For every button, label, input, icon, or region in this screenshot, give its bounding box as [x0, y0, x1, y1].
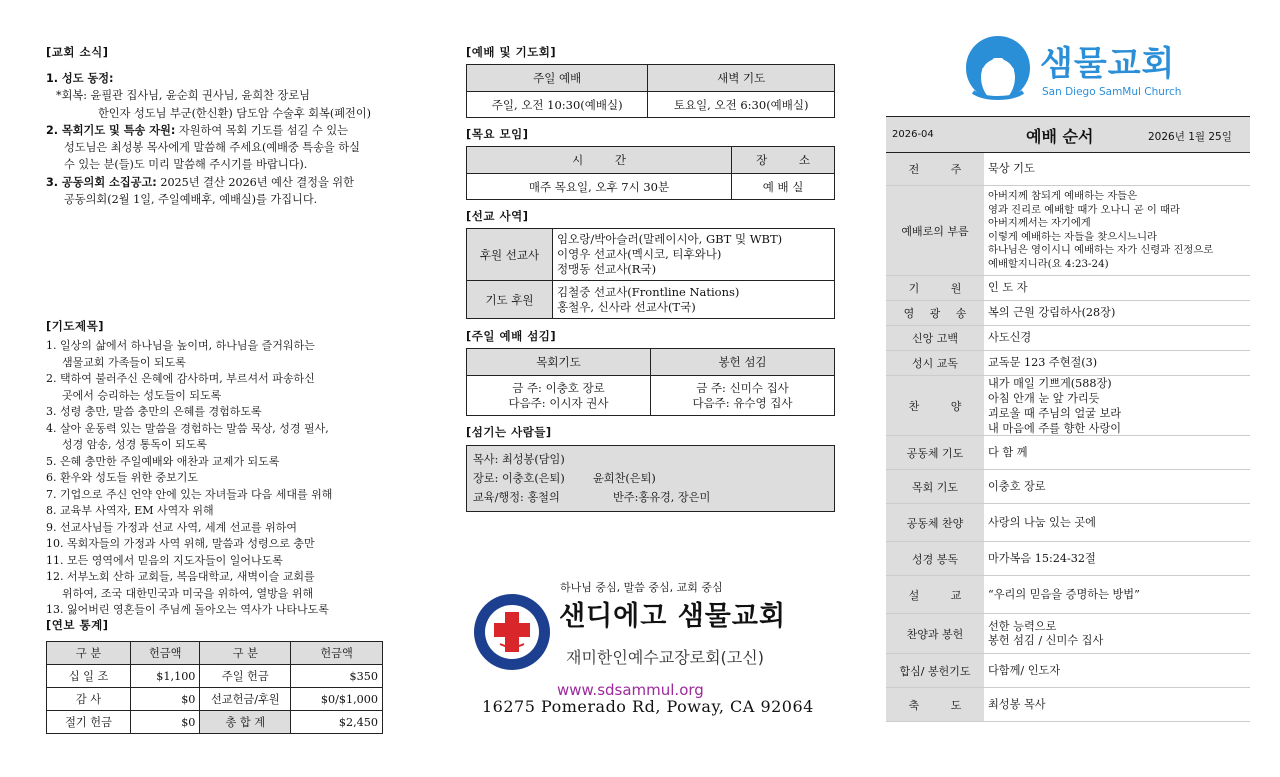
thursday-header: 시 간 [467, 147, 732, 174]
worship-cell: 주일, 오전 10:30(예배실) [467, 92, 648, 118]
order-label: 성시 교독 [886, 351, 984, 375]
prayer-item: 5. 은혜 충만한 주일예배와 애찬과 교제가 되도록 [46, 454, 280, 468]
order-label: 전 주 [886, 153, 984, 185]
worship-order [886, 116, 1250, 722]
order-row [886, 301, 1250, 326]
order-label: 설 교 [886, 576, 984, 613]
worship-header: 새벽 기도 [648, 65, 835, 92]
order-label: 공동체 기도 [886, 436, 984, 469]
prayer-item: 3. 성령 충만, 말씀 충만의 은혜를 경험하도록 [46, 405, 262, 418]
order-row [886, 153, 1250, 186]
staff-title: [섬기는 사람들] [466, 425, 552, 439]
order-value: 사랑의 나눔 있는 곳에 [988, 515, 1096, 529]
order-label: 영 광 송 [886, 301, 984, 325]
order-row [886, 376, 1250, 436]
order-value: 교독문 123 주현절(3) [988, 356, 1098, 369]
news-item-1-line1: *회복: 윤필관 집사님, 윤순희 권사님, 윤희찬 장로님 [56, 89, 310, 103]
order-label: 기 원 [886, 276, 984, 300]
offering-cell: $0 [131, 688, 200, 711]
offering-row [47, 665, 383, 688]
order-rows [886, 153, 1250, 722]
news-item-2-line3: 수 있는 분(들)도 미리 말씀해 주시기를 바랍니다). [64, 158, 308, 172]
offering-header: 구 분 [47, 642, 131, 665]
order-label: 합심/ 봉헌기도 [886, 654, 984, 687]
order-value: 묵상 기도 [988, 162, 1035, 175]
offering-header: 헌금액 [291, 642, 383, 665]
offering-title: [연보 통계] [46, 618, 109, 632]
order-row [886, 614, 1250, 654]
missions-supported: 임오랑/박아슬러(말레이시아, GBT 및 WBT) 이영우 선교사(멕시코, 티후와나) 정맹동 선교사(R국) [553, 229, 835, 281]
offering-header: 헌금액 [131, 642, 200, 665]
prayer-title: [기도제목] [46, 319, 104, 333]
order-title: 예배 순서 [1026, 127, 1094, 146]
prayer-item: 8. 교육부 사역자, EM 사역자 위해 [46, 504, 214, 517]
church-address: 16275 Pomerado Rd, Poway, CA 92064 [482, 697, 814, 716]
order-value: “우리의 믿음을 증명하는 방법” [988, 587, 1140, 601]
prayer-item: 성경 암송, 성경 통독이 되도록 [62, 438, 207, 451]
prayer-item: 7. 기업으로 주신 언약 안에 있는 자녀들과 다음 세대를 위해 [46, 487, 333, 501]
order-label: 찬 양 [886, 376, 984, 435]
order-value: 복의 근원 강림하사(28장) [988, 306, 1116, 319]
logo-name: 샘물교회 [1040, 44, 1176, 84]
prayer-item: 곳에서 승리하는 성도들이 되도록 [62, 388, 222, 402]
missions-label: 기도 후원 [467, 281, 553, 319]
service-roles-title: [주일 예배 섬김] [466, 329, 557, 343]
service-roles-section [466, 328, 835, 416]
prayer-item: 1. 일상의 삶에서 하나님을 높이며, 하나님을 즐거워하는 [46, 339, 315, 352]
order-date: 2026년 1월 25일 [1148, 131, 1232, 143]
prayer-item: 12. 서부노회 산하 교회들, 복음대학교, 새벽이슬 교회를 [46, 570, 315, 583]
prayer-list [46, 338, 416, 619]
order-value: 인 도 자 [988, 281, 1028, 294]
news-title: [교회 소식] [46, 45, 109, 59]
order-label: 찬양과 봉헌 [886, 614, 984, 653]
offering-cell: 주일 헌금 [200, 665, 291, 688]
order-number: 2026-04 [892, 129, 934, 140]
missions-title: [선교 사역] [466, 209, 529, 223]
news-item-1-line2: 한인자 성도님 부군(한신환) 담도암 수술후 회복(폐전이) [98, 106, 371, 120]
offering-cell: 총 합 계 [200, 711, 291, 734]
prayer-section [46, 318, 416, 619]
order-value: 다 함 께 [988, 445, 1028, 459]
prayer-item: 샘물교회 가족들이 되도록 [62, 355, 186, 369]
order-value: 최성봉 목사 [988, 697, 1046, 711]
order-value: 마가복음 15:24-32절 [988, 551, 1096, 565]
church-news-section [46, 44, 416, 208]
thursday-header: 장 소 [732, 147, 835, 174]
prayer-item: 11. 모든 영역에서 믿음의 지도자들이 일어나도록 [46, 553, 283, 567]
thursday-cell: 예 배 실 [732, 174, 835, 200]
order-value: 내가 매일 기쁘게(588장) 아침 안개 눈 앞 가리듯 괴로울 때 주님의 얼굴 보라 내 마음에 주를 향한 사랑이 [988, 376, 1122, 435]
church-seal-icon [472, 592, 552, 672]
order-label: 예배로의 부름 [886, 186, 984, 275]
prayer-item: 13. 잃어버린 영혼들이 주님께 돌아오는 역사가 나타나도록 [46, 603, 329, 616]
worship-header: 주일 예배 [467, 65, 648, 92]
prayer-item: 9. 선교사님들 가정과 선교 사역, 세계 선교를 위하여 [46, 520, 297, 534]
order-label: 목회 기도 [886, 470, 984, 503]
service-roles-cell: 금 주: 이충호 장로 다음주: 이시자 권사 [467, 376, 651, 416]
order-value: 선한 능력으로 봉헌 섬김 / 신미수 집사 [988, 619, 1104, 647]
order-label: 성경 봉독 [886, 542, 984, 575]
order-value: 아버지께 참되게 예배하는 자들은 영과 진리로 예배할 때가 오나니 곧 이 때라 아버지께서는 자기에게 이렇게 예배하는 자들을 찾으시느니라 하나님은 영이시니 예배하는 자가 신령과 진정으로 예배할지니라(요 4:23-24) [988, 190, 1214, 270]
news-item-1-title: 1. 성도 동정: [46, 72, 114, 85]
order-value: 이충호 장로 [988, 479, 1046, 493]
staff-line: 교육/행정: 홍철의 반주:홍유경, 장은미 [473, 491, 711, 504]
worship-section [466, 44, 835, 118]
order-header [886, 116, 1250, 153]
missions-table [466, 228, 835, 319]
thursday-table [466, 146, 835, 200]
service-roles-header: 목회기도 [467, 349, 651, 376]
thursday-title: [목요 모임] [466, 127, 529, 141]
offering-cell: $0/$1,000 [291, 688, 383, 711]
offering-cell: $1,100 [131, 665, 200, 688]
offering-cell: $350 [291, 665, 383, 688]
service-roles-header: 봉헌 섬김 [651, 349, 835, 376]
order-label: 공동체 찬양 [886, 504, 984, 541]
service-roles-table [466, 348, 835, 416]
offering-cell: $2,450 [291, 711, 383, 734]
order-row [886, 576, 1250, 614]
logo-english: San Diego SamMul Church [1042, 86, 1182, 98]
order-row [886, 326, 1250, 351]
offering-header: 구 분 [200, 642, 291, 665]
offering-table [46, 641, 383, 734]
news-item-2-line2: 성도님은 최성봉 목사에게 말씀해 주세요(예배중 특송을 하실 [64, 141, 360, 155]
church-name: 샌디에고 샘물교회 [559, 601, 787, 632]
sammul-logo-icon [963, 34, 1033, 104]
order-row [886, 186, 1250, 276]
worship-cell: 토요일, 오전 6:30(예배실) [648, 92, 835, 118]
order-label: 축 도 [886, 688, 984, 721]
offering-row [47, 688, 383, 711]
prayer-item: 위하여, 조국 대한민국과 미국을 위하여, 열방을 위해 [62, 586, 314, 600]
thursday-cell: 매주 목요일, 오후 7시 30분 [467, 174, 732, 200]
worship-table [466, 64, 835, 118]
order-row [886, 276, 1250, 301]
missions-section [466, 208, 835, 319]
order-row [886, 436, 1250, 470]
offering-cell: 절기 헌금 [47, 711, 131, 734]
staff-section [466, 424, 835, 512]
website-link[interactable]: www.sdsammul.org [557, 681, 704, 699]
worship-title: [예배 및 기도회] [466, 45, 557, 59]
prayer-item: 4. 살아 운동력 있는 말씀을 경험하는 말씀 묵상, 성경 필사, [46, 421, 329, 435]
offering-row [47, 711, 383, 734]
missions-prayer-support: 김철중 선교사(Frontline Nations) 홍철우, 신사라 선교사(T국) [553, 281, 835, 319]
offering-cell: 십 일 조 [47, 665, 131, 688]
news-item-3-line1: 3. 공동의회 소집공고: 2025년 결산 2026년 예산 결정을 위한 [46, 175, 354, 189]
order-row [886, 470, 1250, 504]
prayer-item: 6. 환우와 성도들 위한 중보기도 [46, 471, 198, 484]
prayer-item: 2. 택하여 불러주신 은혜에 감사하며, 부르셔서 파송하신 [46, 372, 315, 385]
order-row [886, 351, 1250, 376]
news-item-2-line1: 2. 목회기도 및 특송 자원: 자원하여 목회 기도를 섬길 수 있는 [46, 123, 348, 137]
staff-line: 목사: 최성봉(담임) [473, 453, 565, 466]
prayer-item: 10. 목회자들의 가정과 사역 위해, 말씀과 성령으로 충만 [46, 537, 315, 550]
order-row [886, 688, 1250, 722]
order-value: 다함께/ 인도자 [988, 663, 1061, 677]
order-value: 사도신경 [988, 331, 1032, 344]
order-label: 신앙 고백 [886, 326, 984, 350]
offering-cell: $0 [131, 711, 200, 734]
missions-label: 후원 선교사 [467, 229, 553, 281]
offering-header-row [47, 642, 383, 665]
denomination: 재미한인예수교장로회(고신) [566, 648, 764, 667]
offering-cell: 감 사 [47, 688, 131, 711]
church-motto: 하나님 중심, 말씀 중심, 교회 중심 [560, 581, 723, 594]
thursday-section [466, 126, 835, 200]
offering-cell: 선교헌금/후원 [200, 688, 291, 711]
order-row [886, 654, 1250, 688]
order-row [886, 542, 1250, 576]
staff-box [466, 445, 835, 512]
staff-line: 장로: 이충호(은퇴) 윤희찬(은퇴) [473, 472, 656, 485]
order-row [886, 504, 1250, 542]
news-item-3-line2: 공동의회(2월 1일, 주일예배후, 예배실)를 가집니다. [64, 193, 318, 207]
service-roles-cell: 금 주: 신미수 집사 다음주: 유수영 집사 [651, 376, 835, 416]
